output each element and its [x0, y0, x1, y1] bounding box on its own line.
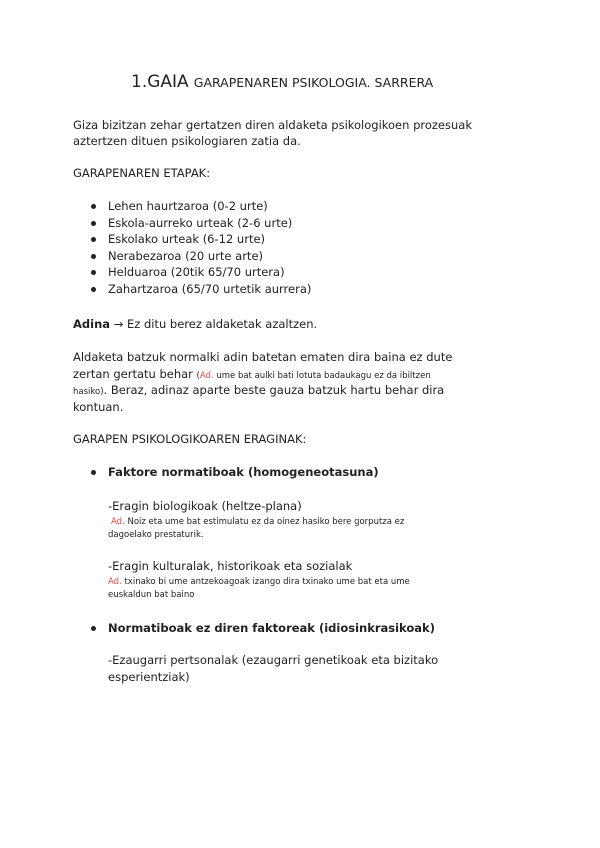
example-label: Ad.: [108, 577, 122, 587]
age-label: Adina: [73, 317, 111, 331]
stages-heading: GARAPENAREN ETAPAK:: [73, 166, 211, 180]
changes-text: . Beraz, adinaz aparte beste gauza batzuk hartu behar dira: [103, 383, 445, 397]
changes-line-2: [73, 366, 431, 383]
changes-line-3: [73, 382, 444, 399]
bullet-icon: [91, 221, 96, 226]
example-text: txinako bi ume antzekoagoak izango dira txinako ume bat eta ume: [124, 577, 410, 587]
example-label: Ad.: [111, 517, 125, 527]
sub-influence: -Ezaugarri pertsonalak (ezaugarri genetikoak eta bizitako: [108, 653, 439, 667]
changes-line-1: Aldaketa batzuk normalki adin batetan ematen dira baina ez dute: [73, 350, 453, 364]
changes-text: zertan gertatu behar: [73, 367, 197, 381]
list-item: Eskolako urteak (6-12 urte): [108, 232, 266, 246]
intro-line-1: Giza bizitzan zehar gertatzen diren aldaketa psikologikoen prozesuak: [73, 118, 472, 132]
influences-heading: GARAPEN PSIKOLOGIKOAREN ERAGINAK:: [73, 432, 307, 446]
example-line: [111, 516, 404, 529]
age-text: Ez ditu berez aldaketak azaltzen.: [126, 317, 318, 331]
bullet-icon: [91, 204, 96, 209]
sub-influence: -Eragin kulturalak, historikoak eta sozialak: [108, 559, 353, 573]
example-line: euskaldun bat baino: [108, 590, 195, 600]
list-item: Zahartzaroa (65/70 urtetik aurrera): [108, 282, 312, 296]
bullet-icon: [91, 470, 96, 475]
list-item: Lehen haurtzaroa (0-2 urte): [108, 199, 268, 213]
example-label: Ad.: [199, 371, 214, 381]
example-text-cont: hasiko): [73, 387, 104, 397]
example-line: dagoelako prestaturik.: [108, 530, 204, 540]
factor-title: Faktore normatiboak (homogeneotasuna): [108, 465, 379, 479]
bullet-icon: [91, 287, 96, 292]
sub-influence: esperientziak): [108, 670, 190, 684]
sub-influence: -Eragin biologikoak (heltze-plana): [108, 499, 302, 513]
bullet-icon: [91, 254, 96, 259]
age-line: [73, 316, 317, 333]
changes-line-4: kontuan.: [73, 400, 124, 414]
factor-title: Normatiboak ez diren faktoreak (idiosinkrasikoak): [108, 621, 435, 635]
bullet-icon: [91, 270, 96, 275]
list-item: Helduaroa (20tik 65/70 urtera): [108, 265, 285, 279]
title-number: 1.GAIA: [131, 72, 189, 92]
example-line: [108, 576, 410, 589]
bullet-icon: [91, 626, 96, 631]
intro-line-2: aztertzen dituen psikologiaren zatia da.: [73, 134, 301, 148]
bullet-icon: [91, 237, 96, 242]
page-title: [131, 72, 433, 92]
list-item: Eskola-aurreko urteak (2-6 urte): [108, 216, 293, 230]
list-item: Nerabezaroa (20 urte arte): [108, 249, 264, 263]
example-text: Noiz eta ume bat estimulatu ez da oinez hasiko bere gorputza ez: [127, 517, 405, 527]
example-text: ume bat aulki bati lotuta badaukagu ez da ibiltzen: [213, 371, 431, 381]
title-text: GARAPENAREN PSIKOLOGIA. SARRERA: [193, 75, 434, 90]
arrow-icon: →: [113, 317, 124, 331]
paren: (: [196, 371, 200, 381]
